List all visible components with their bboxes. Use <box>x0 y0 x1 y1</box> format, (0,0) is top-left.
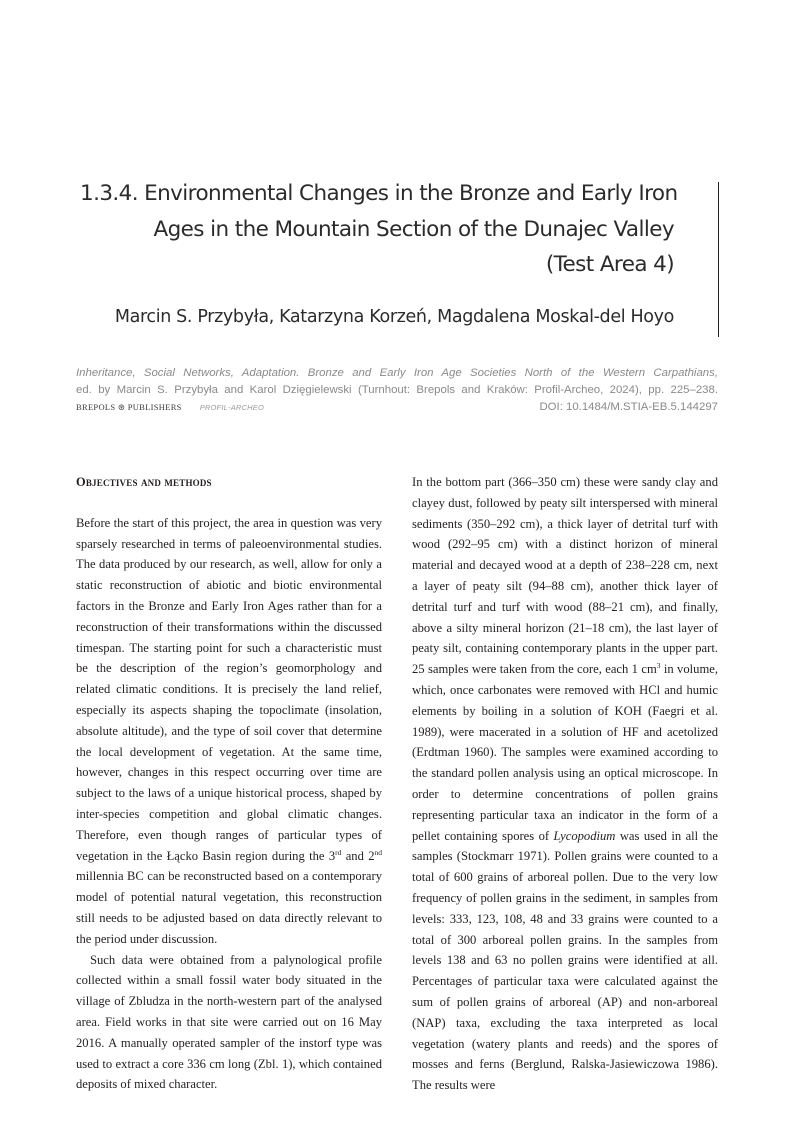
paragraph: Such data were obtained from a palynological profile collected within a small fossil water body situated in the village of Zbludza in the north-western part of the analysed area. Field works in that site were carried out on 16 May 2016. A manually operated sampler of the instorf type was used to extract a core 336 cm long (Zbl. 1), which contained deposits of mixed character. <box>76 952 382 1092</box>
brepols-logo: BREPOLS ⊛ PUBLISHERS <box>76 402 182 412</box>
citation-footer-row <box>76 399 718 416</box>
doi: DOI: 10.1484/M.STIA-EB.5.144297 <box>539 401 718 413</box>
superscript: rd <box>335 847 342 857</box>
paragraph <box>76 513 382 950</box>
left-column <box>76 472 382 1095</box>
title-vertical-rule <box>718 182 719 337</box>
chapter-title-block <box>80 176 678 330</box>
authors: Marcin S. Przybyła, Katarzyna Korzeń, Magdalena Moskal-del Hoyo <box>114 306 674 327</box>
paragraph <box>412 472 718 1096</box>
superscript: nd <box>374 847 383 857</box>
chapter-title-line-1: 1.3.4. Environmental Changes in the Bronze and Early Iron <box>80 181 678 206</box>
text-run: millennia BC can be reconstructed based on a contemporary model of potential natural vegetation, this reconstruction still needs to be adjusted based on data directly relevant to the period under discussion. <box>76 869 382 946</box>
section-heading: Objectives and methods <box>76 475 212 489</box>
citation-block <box>76 365 718 416</box>
text-run: was used in all the samples (Stockmarr 1971). Pollen grains were counted to a total of 600 grains of arboreal pollen. Due to the very low frequency of pollen grains in the sediment, in samples from levels: 333, 123, 108, 48 and 33 grains were counted to a total of 300 arboreal pollen grains. In the samples from levels 138 and 63 no pollen grains were identified at all. Percentages of particular taxa were calculated against the sum of pollen grains of arboreal (AP) and non-arboreal (NAP) taxa, excluding the taxa interpreted as local vegetation (watery plants and reeds) and the spores of mosses and ferns (Berglund, Ralska-Jasiewiczowa 1986). The results were <box>412 828 718 1093</box>
citation-book-title: Inheritance, Social Networks, Adaptation. Bronze and Early Iron Age Societies North of the Western Carpathians, <box>76 367 718 379</box>
publisher-logos <box>76 399 264 416</box>
superscript: 3 <box>656 660 661 670</box>
chapter-title-line-2: Ages in the Mountain Section of the Dunajec Valley <box>153 216 674 242</box>
right-column <box>412 472 718 1096</box>
chapter-title-line-3: (Test Area 4) <box>545 252 674 277</box>
italic-taxon: Lycopodium <box>553 828 616 843</box>
text-run: in volume, which, once carbonates were removed with HCl and humic elements by boiling in a solution of KOH (Faegri et al. 1989), were macerated in a solution of HF and acetolized (Erdtman 1960). The samples were examined according to the standard pollen analysis using an optical microscope. In order to determine concentrations of pollen grains representing particular taxa an indicator in the form of a pellet containing spores of <box>412 662 718 843</box>
text-run: In the bottom part (366–350 cm) these were sandy clay and clayey dust, followed by peaty silt interspersed with mineral sediments (350–292 cm), a thick layer of detrital turf with wood (292–95 cm) with a distinct horizon of mineral material and decayed wood at a depth of 238–228 cm, next a layer of peaty silt (94–88 cm), another thick layer of detrital turf and turf with wood (88–21 cm), and finally, above a silty mineral horizon (21–18 cm), the last layer of peaty silt, containing contemporary plants in the upper part. 25 samples were taken from the core, each 1 cm <box>412 475 718 677</box>
text-run: Before the start of this project, the area in question was very sparsely researched in terms of paleoenvironmental studies. The data produced by our research, as well, allow for only a static reconstruction of abiotic and biotic environmental factors in the Bronze and Early Iron Ages rather than for a reconstruction of their transformations within the discussed timespan. The starting point for such a characteristic must be the description of the region’s geomorphology and related climatic conditions. It is precisely the land relief, especially its aspects shaping the topoclimate (insolation, absolute altitude), and the type of soil cover that determine the local development of vegetation. At the same time, however, changes in this respect occurring over time are subject to the laws of a unique historical process, shaped by inter-species competition and global climatic changes. Therefore, even though ranges of particular types of vegetation in the Łącko Basin region during the 3 <box>76 515 382 863</box>
profil-archeo-logo: PROFIL-ARCHEO <box>199 403 264 412</box>
citation-editors: ed. by Marcin S. Przybyła and Karol Dzięgielewski (Turnhout: Brepols and Kraków: Profil-Archeo, 2024), pp. 225–238. <box>76 384 718 396</box>
text-run: and 2 <box>341 848 375 863</box>
